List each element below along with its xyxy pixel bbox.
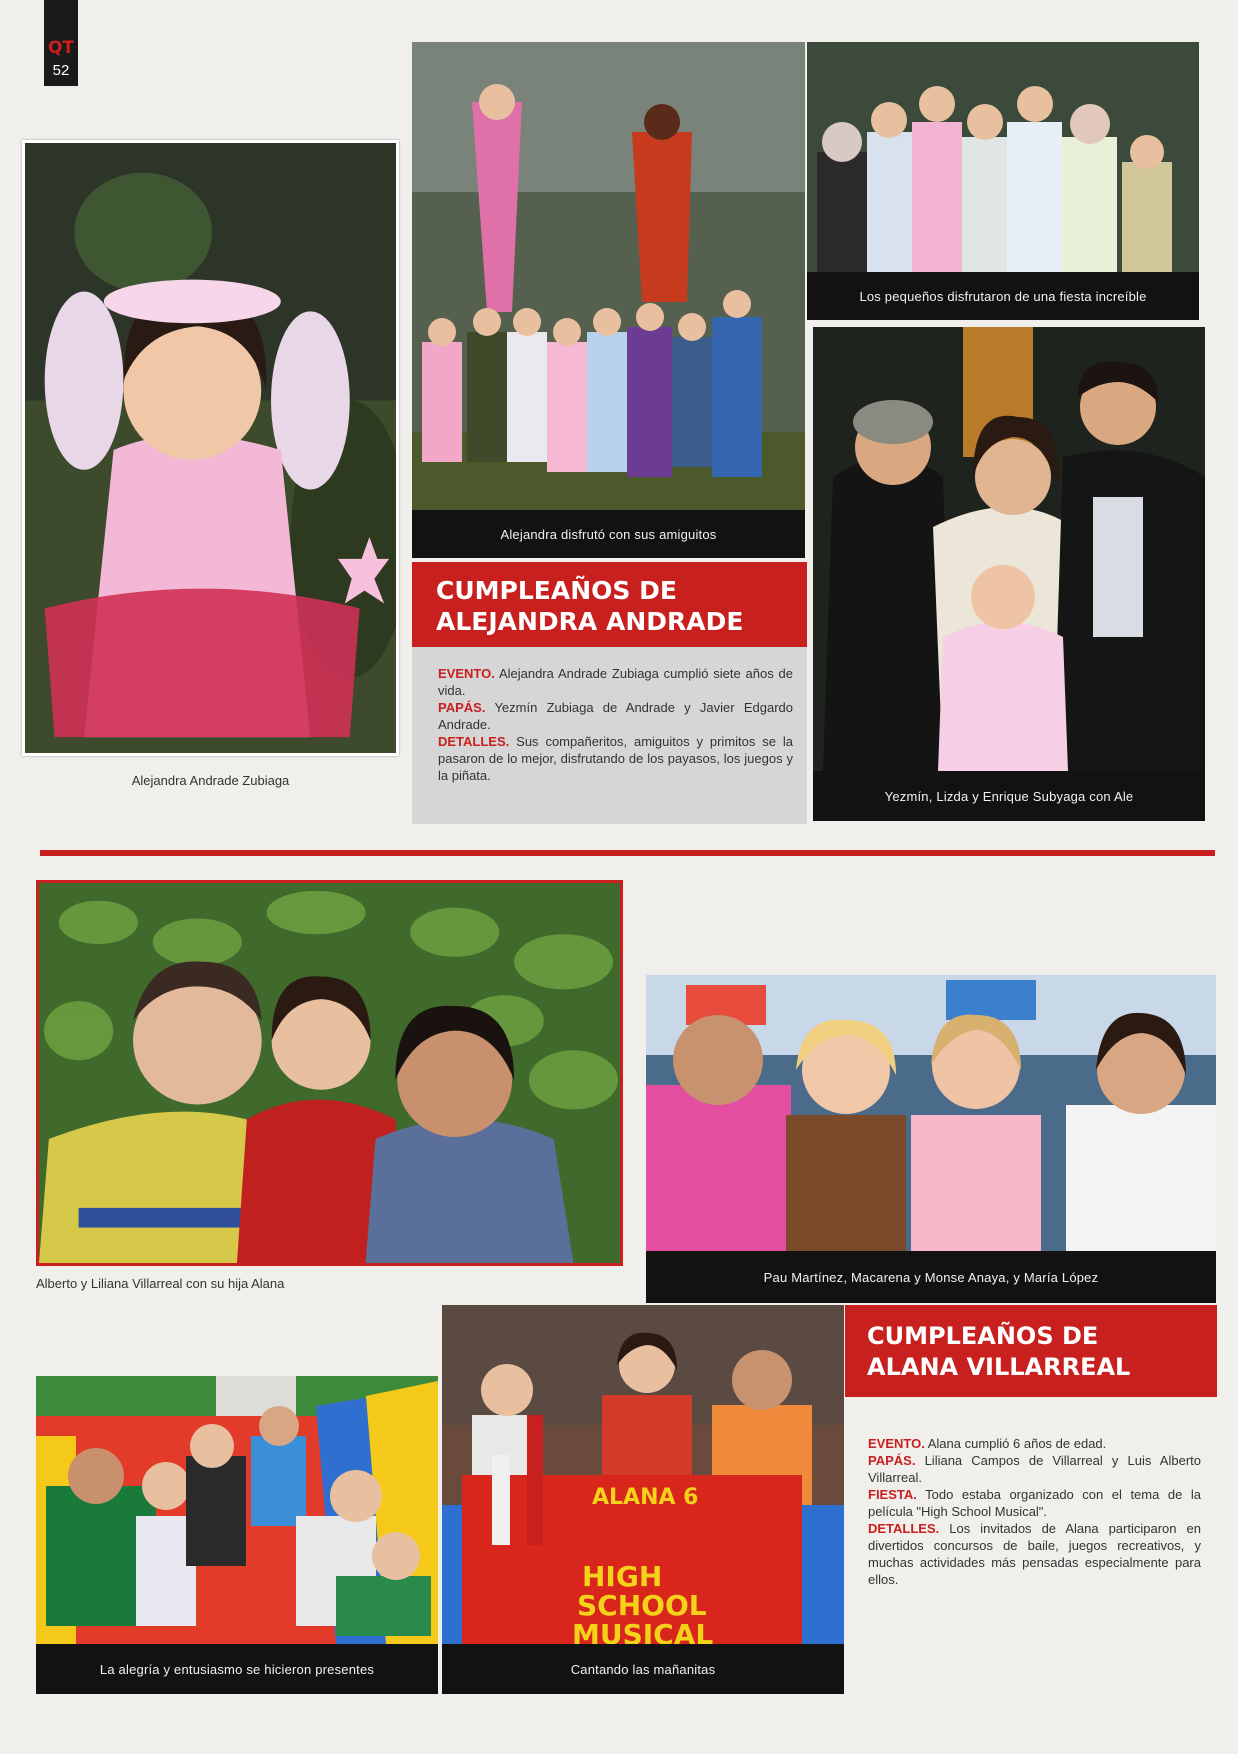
section1-detalles — [438, 733, 793, 784]
evento-label: EVENTO. — [438, 666, 495, 681]
cake-text-musical: MUSICAL — [572, 1618, 714, 1644]
evento-text: Alejandra Andrade Zubiaga cumplió siete años de vida. — [438, 666, 793, 698]
papas-label: PAPÁS. — [868, 1453, 916, 1468]
detalles-label: DETALLES. — [438, 734, 510, 749]
caption-kids-party: Los pequeños disfrutaron de una fiesta increíble — [807, 272, 1199, 320]
section-divider — [40, 850, 1215, 856]
magazine-logo: QT — [47, 38, 75, 58]
magazine-tab — [44, 0, 78, 86]
section1-title-line2: ALEJANDRA ANDRADE — [436, 607, 744, 636]
photo-family-ale — [813, 327, 1205, 771]
cake-text-name: ALANA 6 — [592, 1485, 699, 1510]
photo-cake — [442, 1305, 844, 1644]
photo-girls — [646, 975, 1216, 1251]
caption-girls: Pau Martínez, Macarena y Monse Anaya, y María López — [646, 1251, 1216, 1303]
section2-title-line1: CUMPLEAÑOS DE — [867, 1322, 1099, 1350]
section2-detalles — [868, 1520, 1201, 1588]
caption-villarreal-parents: Alberto y Liliana Villarreal con su hija Alana — [36, 1276, 285, 1291]
cake-text-school: SCHOOL — [577, 1589, 707, 1622]
photo-villarreal-parents — [36, 880, 623, 1266]
section1-info — [412, 647, 807, 824]
section1-title — [412, 562, 807, 647]
detalles-text: Los invitados de Alana participaron en divertidos concursos de baile, juegos recreativos, y muchas actividades más pensadas especialmente para ellos. — [868, 1521, 1201, 1587]
detalles-text: Sus compañeritos, amiguitos y primitos se la pasaron de lo mejor, disfrutando de los payasos, los juegos y la piñata. — [438, 734, 793, 783]
papas-text: Liliana Campos de Villarreal y Luis Alberto Villarreal. — [868, 1453, 1201, 1485]
fiesta-label: FIESTA. — [868, 1487, 917, 1502]
photo-boys-bouncer — [36, 1376, 438, 1644]
caption-alejandra-portrait: Alejandra Andrade Zubiaga — [131, 773, 290, 788]
photo-kids-party — [807, 42, 1199, 272]
cake-text-high: HIGH — [582, 1560, 663, 1593]
detalles-label: DETALLES. — [868, 1521, 940, 1536]
section1-papas — [438, 699, 793, 733]
caption-family-ale: Yezmín, Lizda y Enrique Subyaga con Ale — [813, 771, 1205, 821]
section2-title — [845, 1305, 1217, 1397]
photo-alejandra-portrait — [22, 140, 399, 756]
photo-alejandra-group — [412, 42, 805, 510]
papas-text: Yezmín Zubiaga de Andrade y Javier Edgardo Andrade. — [438, 700, 793, 732]
section2-fiesta — [868, 1486, 1201, 1520]
section2-papas — [868, 1452, 1201, 1486]
page-number: 52 — [52, 62, 70, 79]
section1-evento — [438, 665, 793, 699]
section2-info — [845, 1397, 1217, 1667]
papas-label: PAPÁS. — [438, 700, 486, 715]
section1-title-line1: CUMPLEAÑOS DE — [436, 576, 677, 605]
fiesta-text: Todo estaba organizado con el tema de la película "High School Musical". — [868, 1487, 1201, 1519]
caption-alejandra-group: Alejandra disfrutó con sus amiguitos — [412, 510, 805, 558]
evento-text: Alana cumplió 6 años de edad. — [927, 1436, 1107, 1451]
caption-boys: La alegría y entusiasmo se hicieron presentes — [36, 1644, 438, 1694]
caption-cake: Cantando las mañanitas — [442, 1644, 844, 1694]
section2-title-line2: ALANA VILLARREAL — [867, 1353, 1131, 1381]
section2-evento — [868, 1435, 1201, 1452]
evento-label: EVENTO. — [868, 1436, 925, 1451]
